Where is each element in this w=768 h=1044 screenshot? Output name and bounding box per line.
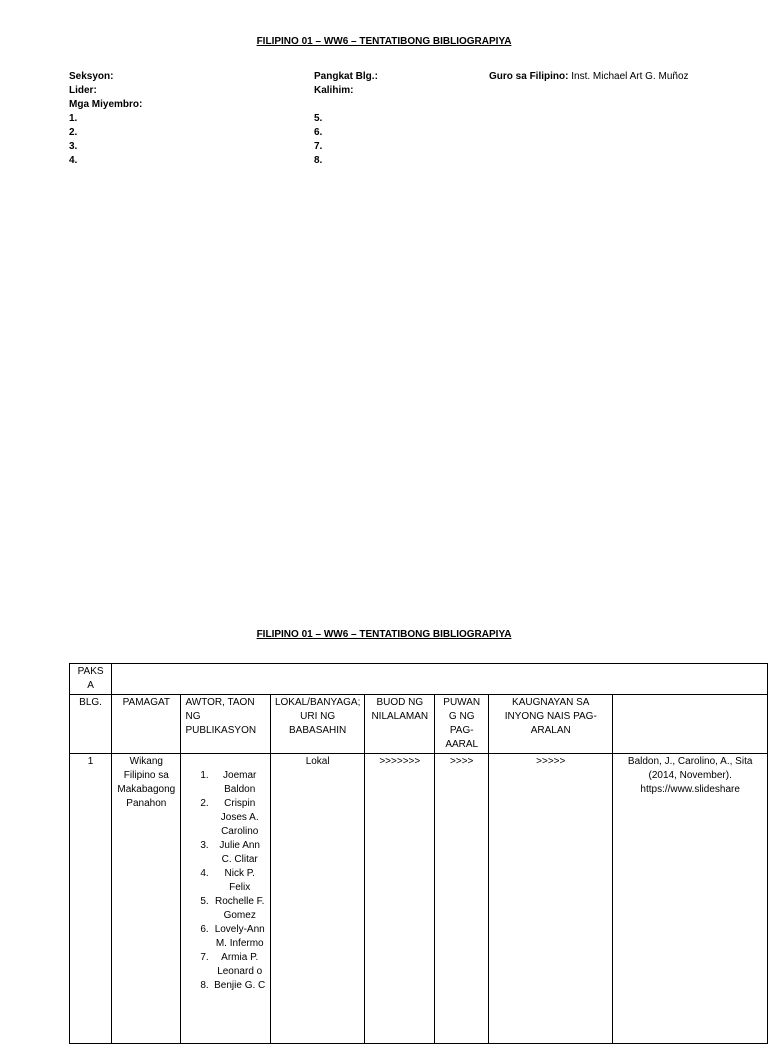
member-number: 6. <box>314 127 323 138</box>
cell-buod: >>>>>>> <box>365 754 435 1044</box>
list-item: 7. Armia P. Leonard o <box>211 951 265 979</box>
citation-line: Baldon, J., Carolino, A., Sita <box>627 756 753 767</box>
cell-awtor <box>181 754 270 1044</box>
citation-line: (2014, November). <box>648 770 732 781</box>
member-number: 5. <box>314 113 323 124</box>
seksyon-label: Seksyon: <box>69 71 114 82</box>
member-number: 8. <box>314 155 323 166</box>
cell-pamagat: Wikang Filipino sa Makabagong Panahon <box>112 754 181 1044</box>
list-item: 2. Crispin Joses A. Carolino <box>211 797 265 839</box>
header-pamagat: PAMAGAT <box>112 695 181 754</box>
header-buod: BUOD NG NILALAMAN <box>365 695 435 754</box>
member-number: 3. <box>69 141 78 152</box>
member-number: 1. <box>69 113 78 124</box>
list-item: 8. Benjie G. C <box>211 979 265 993</box>
cell-lokal: Lokal <box>270 754 364 1044</box>
header-sanggunian <box>613 695 768 754</box>
member-number: 2. <box>69 127 78 138</box>
header-puwang: PUWAN G NG PAG- AARAL <box>435 695 489 754</box>
list-item: 5. Rochelle F. Gomez <box>211 895 265 923</box>
cell-kaugnayan: >>>>> <box>489 754 613 1044</box>
cell-puwang: >>>> <box>435 754 489 1044</box>
header-left <box>69 70 142 168</box>
paksa-header: PAKS A <box>70 664 112 695</box>
table-row <box>70 754 768 1044</box>
member-number: 4. <box>69 155 78 166</box>
header-lokal: LOKAL/BANYAGA; URI NG BABASAHIN <box>270 695 364 754</box>
header-middle <box>314 70 378 168</box>
page-title: FILIPINO 01 – WW6 – TENTATIBONG BIBLIOGRAPIYA <box>256 36 512 47</box>
list-item: 3. Julie Ann C. Clitar <box>211 839 265 867</box>
header-blg: BLG. <box>70 695 112 754</box>
guro-label: Guro sa Filipino: <box>489 71 569 82</box>
lider-label: Lider: <box>69 85 97 96</box>
bibliography-table <box>69 663 768 1044</box>
list-item: 1. Joemar Baldon <box>211 769 265 797</box>
miyembro-label: Mga Miyembro: <box>69 99 143 110</box>
guro-value: Inst. Michael Art G. Muñoz <box>571 71 689 82</box>
header-awtor: AWTOR, TAON NG PUBLIKASYON <box>181 695 270 754</box>
author-list <box>185 769 265 993</box>
header-kaugnayan: KAUGNAYAN SA INYONG NAIS PAG-ARALAN <box>489 695 613 754</box>
cell-blg: 1 <box>70 754 112 1044</box>
page-title-2: FILIPINO 01 – WW6 – TENTATIBONG BIBLIOGRAPIYA <box>256 629 512 640</box>
list-item: 6. Lovely-Ann M. Infermo <box>211 923 265 951</box>
paksa-cell <box>112 664 768 695</box>
member-number: 7. <box>314 141 323 152</box>
header-right <box>489 70 689 84</box>
list-item: 4. Nick P. Felix <box>211 867 265 895</box>
pangkat-label: Pangkat Blg.: <box>314 71 378 82</box>
kalihim-label: Kalihim: <box>314 85 354 96</box>
cell-citation <box>613 754 768 1044</box>
citation-line: https://www.slideshare <box>640 784 740 795</box>
